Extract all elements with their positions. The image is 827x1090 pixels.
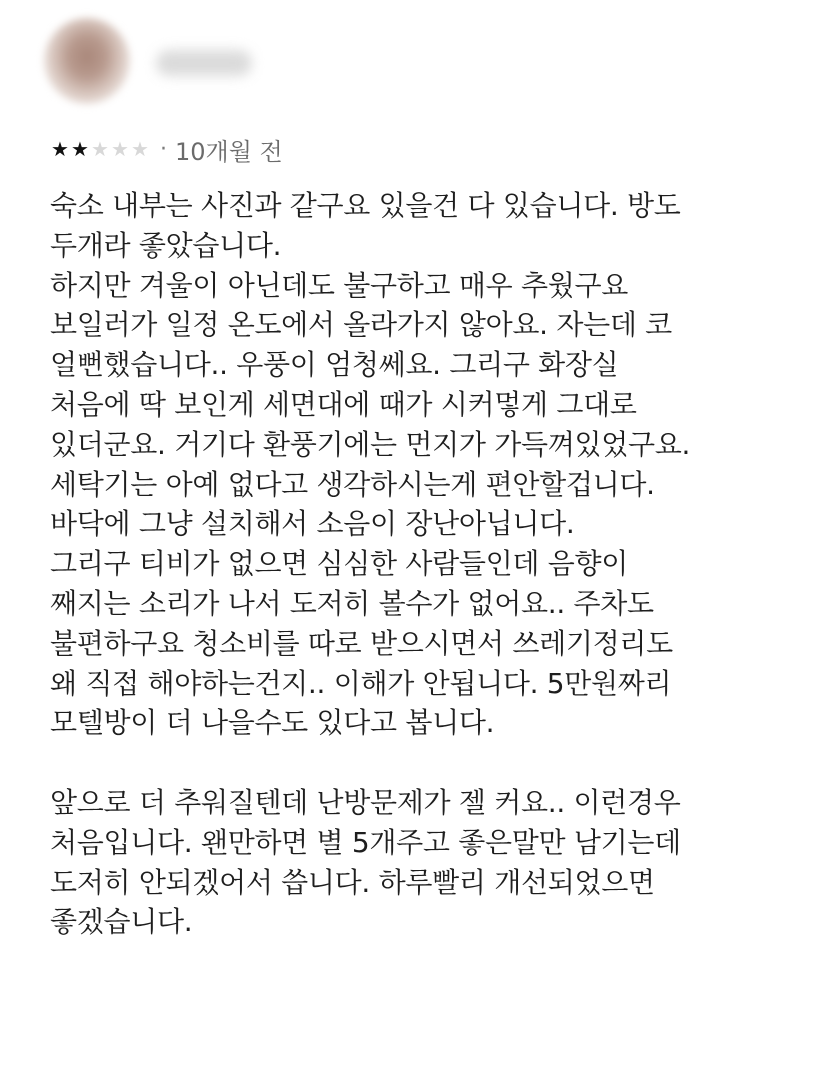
star-empty-icon: ★ xyxy=(91,137,109,161)
review-line: 세탁기는 아예 없다고 생각하시는게 편안할겁니다. xyxy=(50,467,655,501)
review-line: 째지는 소리가 나서 도저히 볼수가 없어요.. 주차도 xyxy=(50,586,654,620)
review-line: 앞으로 더 추워질텐데 난방문제가 젤 커요.. 이런경우 xyxy=(50,785,681,819)
avatar[interactable] xyxy=(44,18,130,104)
reviewer-header xyxy=(44,18,344,118)
review-line: 그리구 티비가 없으면 심심한 사람들인데 음향이 xyxy=(50,547,628,581)
review-time: 10개월 전 xyxy=(175,137,283,166)
review-line: 얼뻔했습니다.. 우풍이 엄청쎄요. 그리구 화장실 xyxy=(50,348,619,382)
star-filled-icon: ★ xyxy=(51,137,69,161)
review-line: 도저히 안되겠어서 씁니다. 하루빨리 개선되었으면 xyxy=(50,865,655,899)
review-line: 보일러가 일정 온도에서 올라가지 않아요. 자는데 코 xyxy=(50,308,672,342)
review-line: 바닥에 그냥 설치해서 소음이 장난아닙니다. xyxy=(50,507,575,541)
star-empty-icon: ★ xyxy=(131,137,149,161)
star-empty-icon: ★ xyxy=(111,137,129,161)
review-body xyxy=(50,186,810,942)
meta-separator: · xyxy=(160,136,167,162)
review-line: 불편하구요 청소비를 따로 받으시면서 쓰레기정리도 xyxy=(50,626,673,660)
review-line: 숙소 내부는 사진과 같구요 있을건 다 있습니다. 방도 xyxy=(50,189,681,222)
review-line: 처음에 딱 보인게 세면대에 때가 시커멓게 그대로 xyxy=(50,387,637,421)
paragraph-break xyxy=(50,743,810,783)
review-line: 두개라 좋았습니다. xyxy=(50,228,282,262)
review-line: 모텔방이 더 나을수도 있다고 봅니다. xyxy=(50,706,495,740)
review-line: 하지만 겨울이 아닌데도 불구하고 매우 추웠구요 xyxy=(50,268,628,302)
review-line: 좋겠습니다. xyxy=(50,905,193,939)
review-line: 왜 직접 해야하는건지.. 이해가 안됩니다. 5만원짜리 xyxy=(50,666,672,700)
star-filled-icon: ★ xyxy=(71,137,89,161)
review-meta xyxy=(50,132,283,166)
review-line: 처음입니다. 왠만하면 별 5개주고 좋은말만 남기는데 xyxy=(50,825,681,859)
review-line: 있더군요. 거기다 환풍기에는 먼지가 가득껴있었구요. xyxy=(50,427,691,461)
star-rating xyxy=(50,139,150,159)
reviewer-name[interactable] xyxy=(156,50,252,76)
